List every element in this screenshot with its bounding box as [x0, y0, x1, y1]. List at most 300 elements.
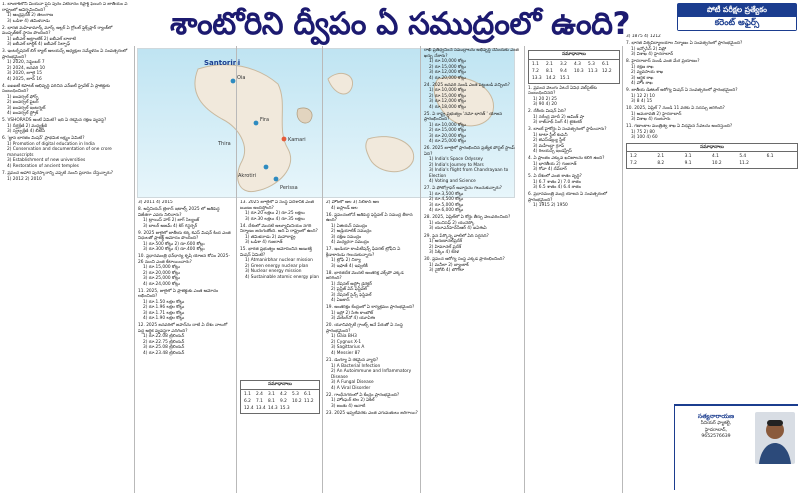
question-option: 1) టాటా స్టీల్ కంపెనీ	[533, 132, 568, 138]
question-item	[240, 247, 320, 280]
question-text: 14. దేశంలో మొదటి అల్యూమినియం నగరి నిర్మాణం జరుగుతోంది. అది ఏ రాష్ట్రంలో ఉంది?	[240, 223, 318, 235]
question-option: 4) హోం శాఖ	[631, 81, 653, 87]
question-option: 2) జెఎస్‌డబ్ల్యు స్టీల్	[533, 138, 566, 144]
column-rule	[134, 46, 135, 493]
question-option: 4) ఏఐకాన్	[331, 298, 350, 304]
question-item	[528, 174, 620, 191]
column-rule	[236, 46, 237, 493]
answer-cell: 10.2	[712, 161, 722, 167]
answer-cell: 3.1	[684, 154, 692, 160]
question-item	[326, 247, 418, 269]
question-option: 3) మహీంద్రా గ్రూప్	[533, 143, 565, 149]
question-text: 6. 'జ్ఞాన భారతం మిషన్' ప్రాథమిక లక్ష్యం ఏమిటి?	[2, 136, 85, 142]
column-rule	[622, 46, 623, 493]
question-option: 2) Green energy nuclear plan	[245, 263, 309, 269]
question-option: 2) రూ.1.96 లక్షల కోట్లు	[143, 305, 185, 311]
author-portrait-icon	[755, 412, 795, 464]
answer-cell: 1.2	[630, 154, 637, 160]
question-option: 3) యూఎన్‌హెచ్‌సీఆర్ 4) ఐఏఈఏ	[429, 226, 487, 232]
question-option: 4) రిలయన్స్ ఇండస్ట్రీస్	[533, 149, 572, 155]
author-designation: సీనియర్ ఫ్యాకల్టీ,	[700, 421, 732, 426]
question-text: 3. బాంబే హైకోర్టు ఏ సంవత్సరంలో స్థాపించారు?	[528, 127, 607, 133]
question-option: 3) ఇఫాతే 4) ఇప్పటికీ	[331, 263, 368, 269]
question-option: 3) 8 4) 15	[631, 99, 653, 105]
question-option: 3) Establishment of new universities	[7, 158, 86, 164]
question-item	[326, 393, 418, 410]
answer-key-grid	[627, 152, 797, 168]
question-text: 2) హోంలో అల 3) సిలికాన్ అల	[326, 200, 380, 205]
question-item	[528, 86, 620, 108]
question-option: 4) రూ.23.48 ట్రిలియన్	[143, 350, 185, 356]
answer-key-grid	[241, 390, 319, 413]
question-option: 4) Sustainable atomic energy plan	[245, 274, 319, 280]
answer-key	[626, 143, 798, 170]
map-label-kamari: Kamari	[288, 137, 306, 143]
question-item	[326, 305, 418, 322]
answer-cell: 2.1	[546, 61, 553, 67]
answer-cell: 2.1	[657, 154, 665, 160]
question-option: 1) Gaia BH3	[331, 334, 357, 340]
question-text: 3. ఇంటర్నేషనల్ బిగ్ క్యాట్ అలయన్స్ అధ్యక్షుల సమ్మేళనం ఏ సంవత్సరంలో ప్రారంభమైంది?	[2, 49, 128, 60]
question-option: 4) రూ.24,000 కోట్లు	[143, 281, 180, 287]
answer-cell: 8.2	[657, 161, 665, 167]
question-option: 2) ప్రెస్టీజ్ ఏస్ ఫెస్టివల్	[331, 287, 367, 293]
map-label-santorini: Santorini	[204, 59, 241, 67]
question-option: 1) రూ.10,000 కోట్లు	[429, 122, 466, 128]
question-option: 3) రూ.25.08 ట్రిలియన్	[143, 345, 185, 351]
question-item	[138, 231, 234, 253]
question-text: 20. యూనివర్సిటీ గ్రాంట్స్ అనే పేరుతో ఏ సంస్థ ప్రారంభమైంది?	[326, 323, 403, 334]
question-option: 1) నరేంద్ర మోదీ 2) అమిత్ షా	[533, 114, 585, 120]
question-list	[138, 200, 234, 356]
answer-cell: 12.4	[244, 405, 254, 411]
question-item	[2, 49, 130, 82]
question-option: 3) రూ.30 లక్షలు 4) రూ.35 లక్షలు	[245, 216, 305, 222]
question-option: 3) 100 4) 60	[631, 135, 658, 141]
question-option: 1) దీర్ఘశ్రేణి 2) మధ్యశ్రేణి	[7, 123, 47, 129]
question-item	[424, 186, 522, 214]
question-item	[626, 59, 798, 87]
question-option: 4) ఐస్లాండ్ అల	[331, 205, 358, 211]
question-option: 2) రూ.4,500 కోట్లు	[429, 197, 464, 203]
column-rule	[524, 46, 525, 493]
question-text: 13. 2025 జూలైలో ఏ సంస్థ ఏదేశానికి ఎంత ఋణం అందిస్తోంది?	[240, 200, 314, 211]
column-2	[138, 200, 234, 492]
column-rule	[420, 46, 421, 493]
answer-cell: 7.2	[532, 68, 539, 74]
question-text: 11. గణాంకాల మంత్రిత్వ శాఖ ఏ విధమైన సేవలను అందిస్తుంది?	[626, 124, 733, 130]
question-option: 3) రూ.5,000 కోట్లు	[429, 202, 464, 208]
question-option: 2) రూ.15,000 కోట్లు	[429, 93, 466, 99]
question-option: 1) 2020, సెప్టెంబర్ 7	[7, 60, 45, 66]
question-list	[626, 34, 798, 141]
question-option: 3) నేషనల్ సైన్స్ ఫెస్టివల్	[331, 292, 372, 298]
question-text: 22. గాంధీనగరంలో ఏ కేంద్రం ప్రారంభమైంది?	[326, 392, 400, 398]
question-text: 8. అస్తినియన్ ట్రెలాన్ ఇటాల్స్ 2025 లో అతిపెద్ద విజేతగా ఎవరు నిలిచారు?	[138, 207, 220, 218]
question-option: 2) రూ.22.75 ట్రిలియన్	[143, 339, 185, 345]
answer-key-title: సమాధానాలు	[241, 381, 319, 390]
answer-cell: 3.2	[560, 61, 567, 67]
question-text: 1. ప్రపంచ వెలుగు ఏటనే ఏవిధ వెబ్‌సైట్‌కు సంబంధించినది?	[528, 85, 597, 96]
answer-cell: 2.4	[256, 391, 263, 397]
question-option: 3) 90 4) 20	[533, 102, 557, 107]
question-option: 2) వ్యవసాయ శాఖ	[631, 70, 664, 76]
question-option: 3) సిక్కిం 4) కేరళ	[429, 250, 459, 256]
map-label-fira: Fira	[260, 117, 270, 123]
question-item	[424, 234, 522, 256]
question-item	[138, 200, 234, 206]
author-photo	[755, 412, 795, 464]
answer-cell	[602, 75, 616, 82]
question-option: 3) రూ.1.71 లక్షల కోట్లు	[143, 310, 185, 316]
question-option: 1) 20 2) 25	[533, 96, 557, 102]
question-item	[2, 118, 130, 135]
question-option: 3) విశాఖ 4) గుంటూరు	[631, 117, 671, 123]
question-option: 3) ఆర్థిక శాఖ	[631, 75, 654, 81]
question-option: 3) గోవా 4) దేవ్‌దార్	[533, 167, 567, 173]
answer-cell: 15.3	[280, 405, 290, 411]
question-list	[240, 200, 320, 280]
question-option: 3) బాబర్ ఆజమ్ 4) కిర్ గెస్టర్ఫెర్	[143, 223, 198, 229]
question-option: 1) రూ.1.50 లక్షల కోట్లు	[143, 299, 185, 305]
question-text: 26. 2025 జూలైలో ప్రారంభించిన ప్రత్యేక పోస్టల్ స్టాంప్ ఏది?	[424, 146, 515, 157]
answer-cell: 7.1	[256, 398, 263, 404]
question-option: 1) భారతీయ 2) గుజరాత్	[533, 161, 577, 167]
answer-cell: 4.1	[712, 154, 719, 160]
question-option: 3) స్వల్పశ్రేణి 4) బీటీసీ	[7, 129, 46, 135]
question-option: 3) రూ.300 కోట్లు 4) రూ.400 కోట్లు	[143, 247, 205, 253]
column-6	[528, 48, 620, 492]
question-text: 27. ఏ ఫోటోగ్రాఫర్ అవార్డును గెలుచుకున్నారు?	[424, 186, 502, 192]
map-marker-kamari	[282, 137, 287, 142]
answer-cell	[574, 75, 588, 82]
answer-cell	[767, 160, 794, 167]
question-item	[626, 88, 798, 105]
answer-cell: 14.3	[268, 405, 278, 411]
question-option: 1) రూ.500 కోట్లు 2) రూ.600 కోట్లు	[143, 241, 205, 247]
question-item	[326, 411, 418, 417]
answer-cell: 14.2	[546, 75, 556, 81]
question-option: 1) 12 2) 10	[631, 93, 655, 99]
question-option: 4) రూ.20,000 కోట్లు	[429, 75, 466, 81]
question-list	[326, 200, 418, 416]
badge-title: పోటీ పరీక్షల ప్రత్యేకం	[677, 3, 797, 16]
question-item	[424, 48, 522, 81]
question-option: 1) తమిళనాడు 2) మహారాష్ట్ర	[245, 234, 296, 240]
question-text: 10. ప్రధానమంత్రి ధన్‌ధాన్య కృషి యోజన కోసం 2025-26 నుంచి ఎంత కేటాయించారు?	[138, 254, 230, 265]
question-item	[424, 112, 522, 145]
answer-cell: 8.1	[546, 68, 553, 74]
map-marker-akrotiri	[264, 165, 269, 170]
question-text: 18. భారతదేశ మొదటి అంతరిక్ష ఎక్స్‌పో ఎక్కడ జరిగింది?	[326, 270, 404, 282]
question-option: 1) రూ.15,000 కోట్లు	[143, 265, 180, 271]
column-4	[326, 200, 418, 492]
question-option: 3) ఐబీఎల్ బాల్టిక్ 4) ఐబీఎల్ సిల్ఫాఫ్	[7, 42, 71, 48]
answer-cell: 6.1	[304, 391, 311, 397]
column-7	[626, 34, 798, 402]
question-option: 2) Conservation and documentation of one crore manuscripts	[7, 147, 112, 158]
question-option: 3) మేకింగ్‌నో 4) యూఏఈ	[331, 316, 375, 322]
map-marker-oia	[231, 79, 236, 84]
answer-cell: 11.2	[739, 161, 749, 167]
question-option: 1) Atmanirbhar nuclear mission	[245, 258, 313, 264]
question-item	[326, 358, 418, 391]
question-option: 1) హోంఘర్ టెల 2) ఏకిల్	[331, 398, 375, 404]
question-option: 2) రూ.15,000 కోట్లు	[429, 128, 466, 134]
question-option: 1) 1915 2) 1950	[533, 203, 568, 209]
question-option: 1) ఇన్ఫోసిస్ 2) విప్రో	[631, 46, 667, 52]
answer-cell: 6.1	[602, 61, 609, 67]
question-text: 1. బాంకాక్‌లోని మియనా ఫ్లెస్ పురం ఏటిదానం రిఫ్రాక్ట్ ఫెయిర్ ఏ జాతీయం ఏ రాష్ట్రంలో ఆవిర్భవించింది?	[2, 2, 128, 13]
question-text: 15. భారత ప్రభుత్వం ఆమోదించిన అణుశక్తి మిషన్ ఏమిటి?	[240, 247, 312, 258]
question-text: 9. 2025 జులైలో జాతీయ కర్క కెఎస్ మిషన్ కింద ఎంత నిధులతో ప్రాజెక్ట్ ఆమోదం పొందింది?	[138, 230, 231, 242]
question-item	[626, 41, 798, 58]
question-option: 4) Messier 87	[331, 350, 361, 356]
question-option: 1) A Bacterial Infection	[331, 363, 381, 369]
question-text: 5. ఏ దేశంలో ఎంత శాతం వృద్ధి?	[528, 174, 582, 180]
question-text: 24. 2025 జనవరి నుండి ఎంత పెట్టుబడి వచ్చింది?	[424, 82, 510, 88]
answer-cell	[292, 405, 304, 412]
question-item	[138, 323, 234, 356]
question-item	[240, 200, 320, 222]
answer-cell: 4.3	[574, 61, 581, 67]
question-text: 9. జాతీయ డిజిటల్ ఆరోగ్య మిషన్ ఏ సంవత్సరంలో ప్రారంభమైంది?	[626, 88, 738, 94]
badge-subtitle: కరెంట్ అఫైర్స్	[677, 16, 797, 31]
question-text: 2. భారత మహిళామార్క్‌ మార్క్ అల్లర్ ఏ గ్లోబల్ ఫ్లెక్స్‌ప్లార్ ర్యాంక్‌లో ముప్పత్‌కల్ స్థానం పొందింది?	[2, 25, 113, 37]
question-option: 4) రూ.25,000 కోట్లు	[429, 139, 466, 145]
question-option: 1) 2012 2) 2010	[7, 176, 42, 182]
question-option: 3) Sagittarius A	[331, 345, 365, 351]
map-marker-perissa	[274, 177, 279, 182]
question-text: 4. ఏ ప్రాంతం ఎక్కువ ఖనిజాలను కలిగి ఉంది?	[528, 156, 605, 162]
question-list	[424, 48, 522, 274]
question-text: 10. 2025, ఏప్రిల్ 7 నుండి 11 వరకు ఏ సదస్సు జరిగింది?	[626, 106, 725, 112]
question-item	[138, 207, 234, 229]
question-option: 1) రూ.20 లక్షలు 2) రూ.25 లక్షలు	[245, 211, 305, 216]
question-list	[2, 2, 130, 182]
question-item	[424, 215, 522, 232]
question-item	[2, 136, 130, 169]
question-item	[138, 289, 234, 322]
question-option: 2) An Autoimmune and Inflammatory Disease	[331, 369, 412, 380]
question-option: 1) ఇస్రో 2) సిఈ కాంబౌట్	[331, 310, 374, 316]
question-option: 4) A Viral Disorder	[331, 385, 371, 391]
question-item	[2, 2, 130, 24]
author-name: సత్యనారాయణ	[697, 413, 735, 420]
map-label-perissa: Perissa	[280, 185, 298, 191]
answer-cell: 15.1	[560, 75, 570, 81]
question-option: 1) ఐబీఎల్ అట్లాంటిక్ 2) ఐబీఎల్ బాలాటి	[7, 36, 76, 42]
answer-cell: 10.3	[574, 68, 584, 74]
answer-cell: 1.1	[244, 391, 251, 397]
question-item	[424, 83, 522, 111]
question-option: 1) ఏజియన్ సముద్రం	[331, 223, 368, 229]
answer-key-box	[240, 378, 320, 478]
question-option: 1) రూ.10,000 కోట్లు	[429, 88, 466, 94]
question-option: 2) హిమాచల్ ప్రదేశ్	[429, 244, 462, 250]
answer-cell: 6.1	[766, 154, 774, 160]
question-option: 2) 2024, జనవరి 10	[7, 65, 46, 71]
answer-cell: 11.2	[304, 398, 314, 404]
question-text: 3) 2011 4) 2015	[138, 200, 173, 205]
question-item	[2, 26, 130, 48]
question-item	[528, 156, 620, 173]
question-option: 1) 6.7 శాతం 2) 7.0 శాతం	[533, 179, 581, 185]
answer-cell: 10.2	[292, 398, 302, 404]
question-option: 2) రూ.15,000 కోట్లు	[429, 64, 466, 70]
question-text: 23. 2025 ఇప్పటివరకు ఎంత ఎగుమతులు జరిగాయి?	[326, 410, 418, 416]
page-headline: శాంటోరిని ద్వీపం ఏ సముద్రంలో ఉంది?	[170, 6, 630, 42]
question-option: 1) Promotion of digital education in India	[7, 141, 95, 147]
answer-cell: 13.4	[256, 405, 266, 411]
question-option: 3) జంతు 4) అనాటి	[331, 403, 366, 409]
answer-cell	[588, 75, 602, 82]
question-text: 5. VSHORADS అంటే ఏమిటి? ఇది ఏ రకమైన రక్షణ వ్యవస్థ?	[2, 118, 107, 124]
question-item	[326, 323, 418, 356]
question-text: 17. ఇండియా కాంపిటీషన్స్ ఫేవరెట్ ట్రోఫీని ఏ క్రీడాకారుడు గెలుచుకున్నారు?	[326, 247, 401, 258]
answer-cell: 5.4	[739, 154, 747, 160]
answer-cell: 7.2	[630, 161, 637, 167]
question-text: 25. ఏ రాష్ట్ర ప్రభుత్వం 'నమో భారత్ ' యోజన ప్రారంభించింది?	[424, 111, 503, 123]
question-text: 29. పైన పేర్కొన్న వాటిలో ఏది సరైనది?	[424, 233, 489, 239]
question-item	[424, 257, 522, 274]
question-option: 4) Restoration of ancient temples	[7, 163, 79, 169]
question-text: 12. 2025 జనవరిలో జపాన్‌ను దాటి ఏ దేశం నాలుగో పెద్ద ఆర్థిక వ్యవస్థగా ఎదిగింది?	[138, 323, 228, 334]
question-option: 4) 2025, జూన్ 16	[7, 76, 42, 82]
answer-cell	[304, 405, 316, 412]
column-3	[240, 200, 320, 380]
question-option: 2) ఐంవర్సల్ ఫైబర్	[7, 100, 39, 106]
question-text: రాఖీ ప్రతిధ్వనించే సముద్రాలను అభివృద్ధి చేసేందుకు ఎంత ఖర్చు చేశారు?	[424, 48, 519, 59]
question-option: 2) India's Journey to Mars	[429, 162, 484, 168]
question-option: 1) రూ.22.08 ట్రిలియన్	[143, 334, 185, 340]
question-item	[528, 192, 620, 209]
question-option: 2) Cygnus X-1	[331, 339, 362, 345]
question-option: 3) నైరోబీ 4) బొగోటా	[429, 268, 465, 274]
answer-key-grid	[529, 60, 619, 83]
question-option: 1) నేషనల్ ఆస్ట్రో డైరెక్టర్	[331, 281, 372, 287]
question-list	[528, 86, 620, 209]
question-option: 3) Nuclear energy mission	[245, 269, 302, 275]
answer-cell: 9.4	[560, 68, 567, 74]
question-option: 1) ట్రాయిస్ హార్ 2) జాగ్ సిల్యంజ్	[143, 218, 200, 224]
question-option: 3) ఒడిశా 4) తమిళనాడు	[7, 18, 50, 24]
answer-cell: 5.3	[292, 391, 299, 397]
question-option: 1) అరుణాచల్‌ప్రదేశ్	[429, 239, 463, 245]
question-option: 3) ఐంవర్సల్ ఇంటర్నెట్	[7, 105, 46, 111]
answer-cell: 5.3	[588, 61, 595, 67]
question-option: 1) ట్రోఫి 2) చిర్యా	[331, 258, 361, 264]
question-option: 3) రాజ్‌నాథ్ సింగ్ 4) జైశంకర్	[533, 120, 583, 126]
question-option: 3) రూ.12,000 కోట్లు	[429, 70, 466, 75]
question-option: 3) విశాఖ 4) హైదరాబాద్	[631, 52, 674, 58]
question-item	[326, 200, 418, 211]
answer-key	[240, 380, 320, 414]
question-item	[2, 171, 130, 182]
question-option: 1) ఆంధ్రప్రదేశ్ 2) తెలంగాణ	[7, 13, 54, 18]
question-item	[326, 213, 418, 246]
question-option: 1) రూ.10,000 కోట్లు	[429, 59, 466, 64]
question-text: 2. దేశీయ మిషన్ ఏది?	[528, 109, 567, 115]
question-option: 1) 75 2) 80	[631, 129, 655, 135]
column-1	[2, 2, 130, 492]
question-option: 3) రూ.12,000 కోట్లు	[429, 99, 466, 105]
column-5	[424, 48, 522, 493]
answer-cell: 6.2	[244, 398, 251, 404]
question-option: 1) ఐంవర్సల్ ఫోర్స్	[7, 94, 39, 100]
question-text: 3) 1875 4) 1212	[626, 34, 661, 39]
question-option: 3) 6.5 శాతం 4) 6.4 శాతం	[533, 185, 581, 191]
author-info	[679, 412, 753, 441]
answer-cell: 12.2	[602, 68, 612, 74]
answer-cell: 9.1	[684, 161, 692, 167]
section-badge	[677, 3, 797, 31]
question-text: 8. హైదరాబాద్ నుండి ఎంత మేర ప్రయాణం?	[626, 59, 700, 65]
question-option: 3) రూ.20,000 కోట్లు	[429, 133, 466, 139]
question-option: 3) ఒడిశా 4) గుజరాత్	[245, 240, 283, 246]
answer-cell: 13.3	[532, 75, 542, 81]
question-option: 3) A Fungal Disease	[331, 380, 374, 386]
question-item	[626, 106, 798, 123]
question-item	[626, 124, 798, 141]
question-option: 3) India's flight from Chandrayaan to Election	[429, 168, 509, 179]
author-city: హైదరాబాద్,	[705, 427, 727, 433]
answer-cell: 8.1	[268, 398, 275, 404]
question-option: 4) రూ.18,000 కోట్లు	[429, 104, 466, 110]
question-item	[2, 84, 130, 117]
question-text: 7. భారత విశ్వవిద్యాలయాల నిర్మాణం ఏ సంవత్సరంలో ప్రారంభమైంది?	[626, 41, 743, 47]
question-text: 28. 2025, ఏప్రిల్‌లో ఏ కోర్టు తీర్పు వెలువరించింది?	[424, 215, 511, 221]
question-option: 2) అడ్రియాటిక్ సముద్రం	[331, 229, 372, 235]
question-option: 1) India's Space Odyssey	[429, 157, 483, 163]
question-text: 16. ప్రపంచంలోనే అతిపెద్ద ఫెస్టివల్ ఏ సముద్ర తీరాన ఉంది?	[326, 212, 413, 224]
question-option: 1) మనీలా 2) బ్యాంకాక్	[429, 262, 469, 268]
question-item	[528, 127, 620, 155]
question-option: 4) మధ్యధరా సముద్రం	[331, 240, 369, 246]
map-marker-fira	[254, 121, 259, 126]
question-option: 4) Voting and Science	[429, 179, 476, 185]
question-text: 19. అంతరిక్షం కేంద్రంలో ఏ కార్యక్రమం ప్రారంభమైంది?	[326, 305, 415, 311]
question-option: 3) రూ.25,000 కోట్లు	[143, 276, 180, 282]
question-text: 30. ప్రపంచ ఆరోగ్య సంస్థ ఎక్కడ ప్రారంభించింది?	[424, 257, 505, 263]
question-option: 4) రూ.1.90 లక్షల కోట్లు	[143, 316, 185, 322]
question-option: 4) ఐంవర్సల్ స్ట్రోక్	[7, 111, 39, 117]
column-rule	[322, 46, 323, 493]
question-text: 6. ప్రధానమంత్రి ముద్ర యోజన ఏ సంవత్సరంలో ప్రారంభమైంది?	[528, 192, 607, 203]
answer-cell: 4.2	[280, 391, 287, 397]
question-item	[138, 254, 234, 287]
answer-cell: 11.3	[588, 68, 598, 74]
question-text: 4. ఐఐఐటీ కెపాటక్ అభివృద్ధి పరిచిన ఎన్ఐటీ ప్రైవేట్ ఏ ప్రాజెక్టుకు సంబంధించింది?	[2, 83, 110, 95]
question-option: 3) దక్షిణ సముద్రం	[331, 234, 362, 240]
question-item	[240, 224, 320, 246]
map-label-oia: Oia	[237, 75, 246, 81]
question-option: 1) అమరావతి 2) హైదరాబాద్	[631, 111, 682, 117]
question-option: 3) 2020, జూలై 15	[7, 71, 42, 77]
question-item	[626, 34, 798, 40]
question-option: 2) రూ.20,000 కోట్లు	[143, 270, 180, 276]
question-text: 21. డెంగ్యూ ఏ రకమైన వ్యాధి?	[326, 358, 379, 364]
question-option: 1) యునిసెఫ్ 2) యునెస్కో	[429, 220, 475, 226]
question-item	[528, 109, 620, 126]
question-item	[424, 146, 522, 185]
question-option: 4) రూ.6,000 కోట్లు	[429, 208, 464, 214]
question-text: 7. ప్రపంచ ఆహార పురస్కారాన్ని ఎప్పటి నుంచి ప్రదానం చేస్తున్నారు?	[2, 171, 113, 177]
author-phone: 9652576639	[701, 434, 731, 439]
answer-key-title: సమాధానాలు	[529, 51, 619, 60]
question-text: 11. 2025, జులైలో ఏ ప్రాజెక్టుకు ఎంత ఆమోదం లభించింది?	[138, 288, 219, 300]
map-label-thira: Thira	[218, 141, 231, 147]
